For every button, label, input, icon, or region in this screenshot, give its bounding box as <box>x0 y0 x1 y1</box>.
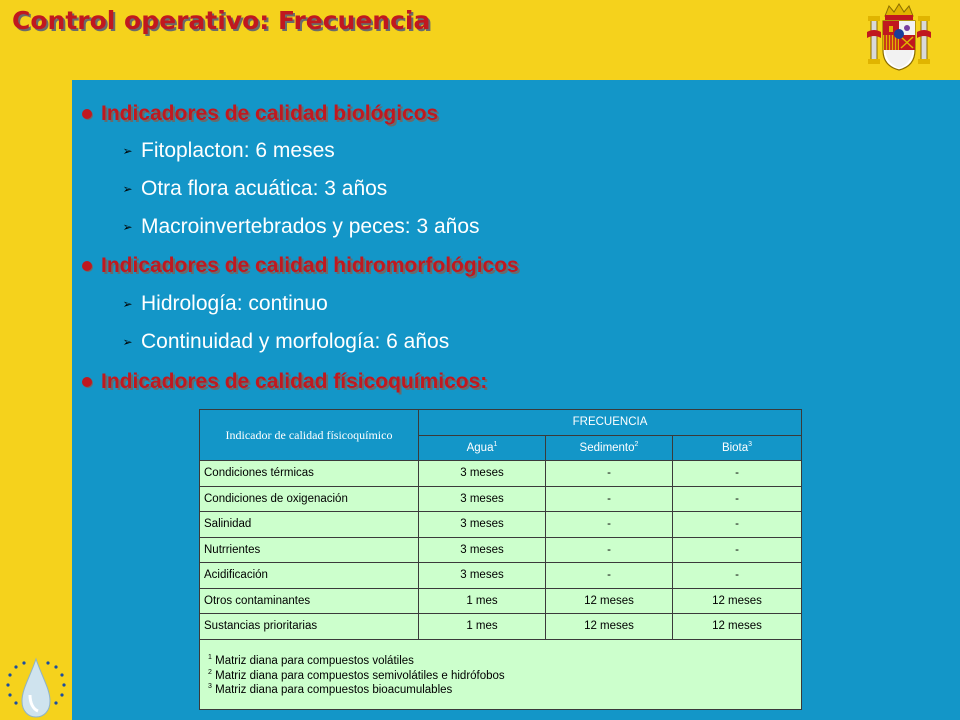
table-row: Condiciones térmicas 3 meses - - <box>200 461 802 487</box>
header-indicator: Indicador de calidad físicoquímico <box>200 410 419 461</box>
spain-coat-of-arms-icon <box>865 2 933 72</box>
list-item: ➢ Fitoplacton: 6 meses <box>120 135 335 167</box>
slide-title: Control operativo: Frecuencia <box>12 6 431 35</box>
table-row: Condiciones de oxigenación 3 meses - - <box>200 486 802 512</box>
note-line: $^3$ Matriz diana para compuestos bioacumulables <box>208 683 453 697</box>
note-line: $^1$ Matriz diana para compuestos volátiles <box>208 653 414 667</box>
table-notes-row <box>200 639 802 709</box>
table-row: Sustancias prioritarias 1 mes 12 meses 12 meses <box>200 614 802 640</box>
header-agua: Agua$^1$ <box>419 435 546 461</box>
table-row: Salinidad 3 meses - - <box>200 512 802 538</box>
frequency-table <box>199 409 802 710</box>
bullet-dot-icon <box>82 109 92 119</box>
list-item: Indicadores de calidad físicoquímicos: <box>82 366 487 398</box>
arrow-bullet-icon: ➢ <box>122 144 133 158</box>
list-item: ➢ Macroinvertebrados y peces: 3 años <box>120 211 480 243</box>
header-frecuencia: FRECUENCIA <box>419 410 802 436</box>
table-notes <box>200 639 802 709</box>
table-row: Nutrrientes 3 meses - - <box>200 537 802 563</box>
list-item: Indicadores de calidad biológicos <box>82 98 438 130</box>
header-sedimento: Sedimento$^2$ <box>546 435 673 461</box>
list-item: ➢ Continuidad y morfología: 6 años <box>120 326 449 358</box>
list-item: ➢ Otra flora acuática: 3 años <box>120 173 387 205</box>
list-item: Indicadores de calidad hidromorfológicos <box>82 250 519 282</box>
list-item: ➢ Hidrología: continuo <box>120 288 328 320</box>
bullet-dot-icon <box>82 377 92 387</box>
bullet-dot-icon <box>82 261 92 271</box>
eu-water-drop-logo-icon <box>0 655 72 720</box>
arrow-bullet-icon: ➢ <box>122 182 133 196</box>
header-biota: Biota$^3$ <box>673 435 802 461</box>
content-panel <box>72 80 960 720</box>
arrow-bullet-icon: ➢ <box>122 335 133 349</box>
arrow-bullet-icon: ➢ <box>122 220 133 234</box>
table-row: Otros contaminantes 1 mes 12 meses 12 meses <box>200 588 802 614</box>
arrow-bullet-icon: ➢ <box>122 297 133 311</box>
table-row: Acidificación 3 meses - - <box>200 563 802 589</box>
note-line: $^2$ Matriz diana para compuestos semivolátiles e hidrófobos <box>208 668 505 682</box>
